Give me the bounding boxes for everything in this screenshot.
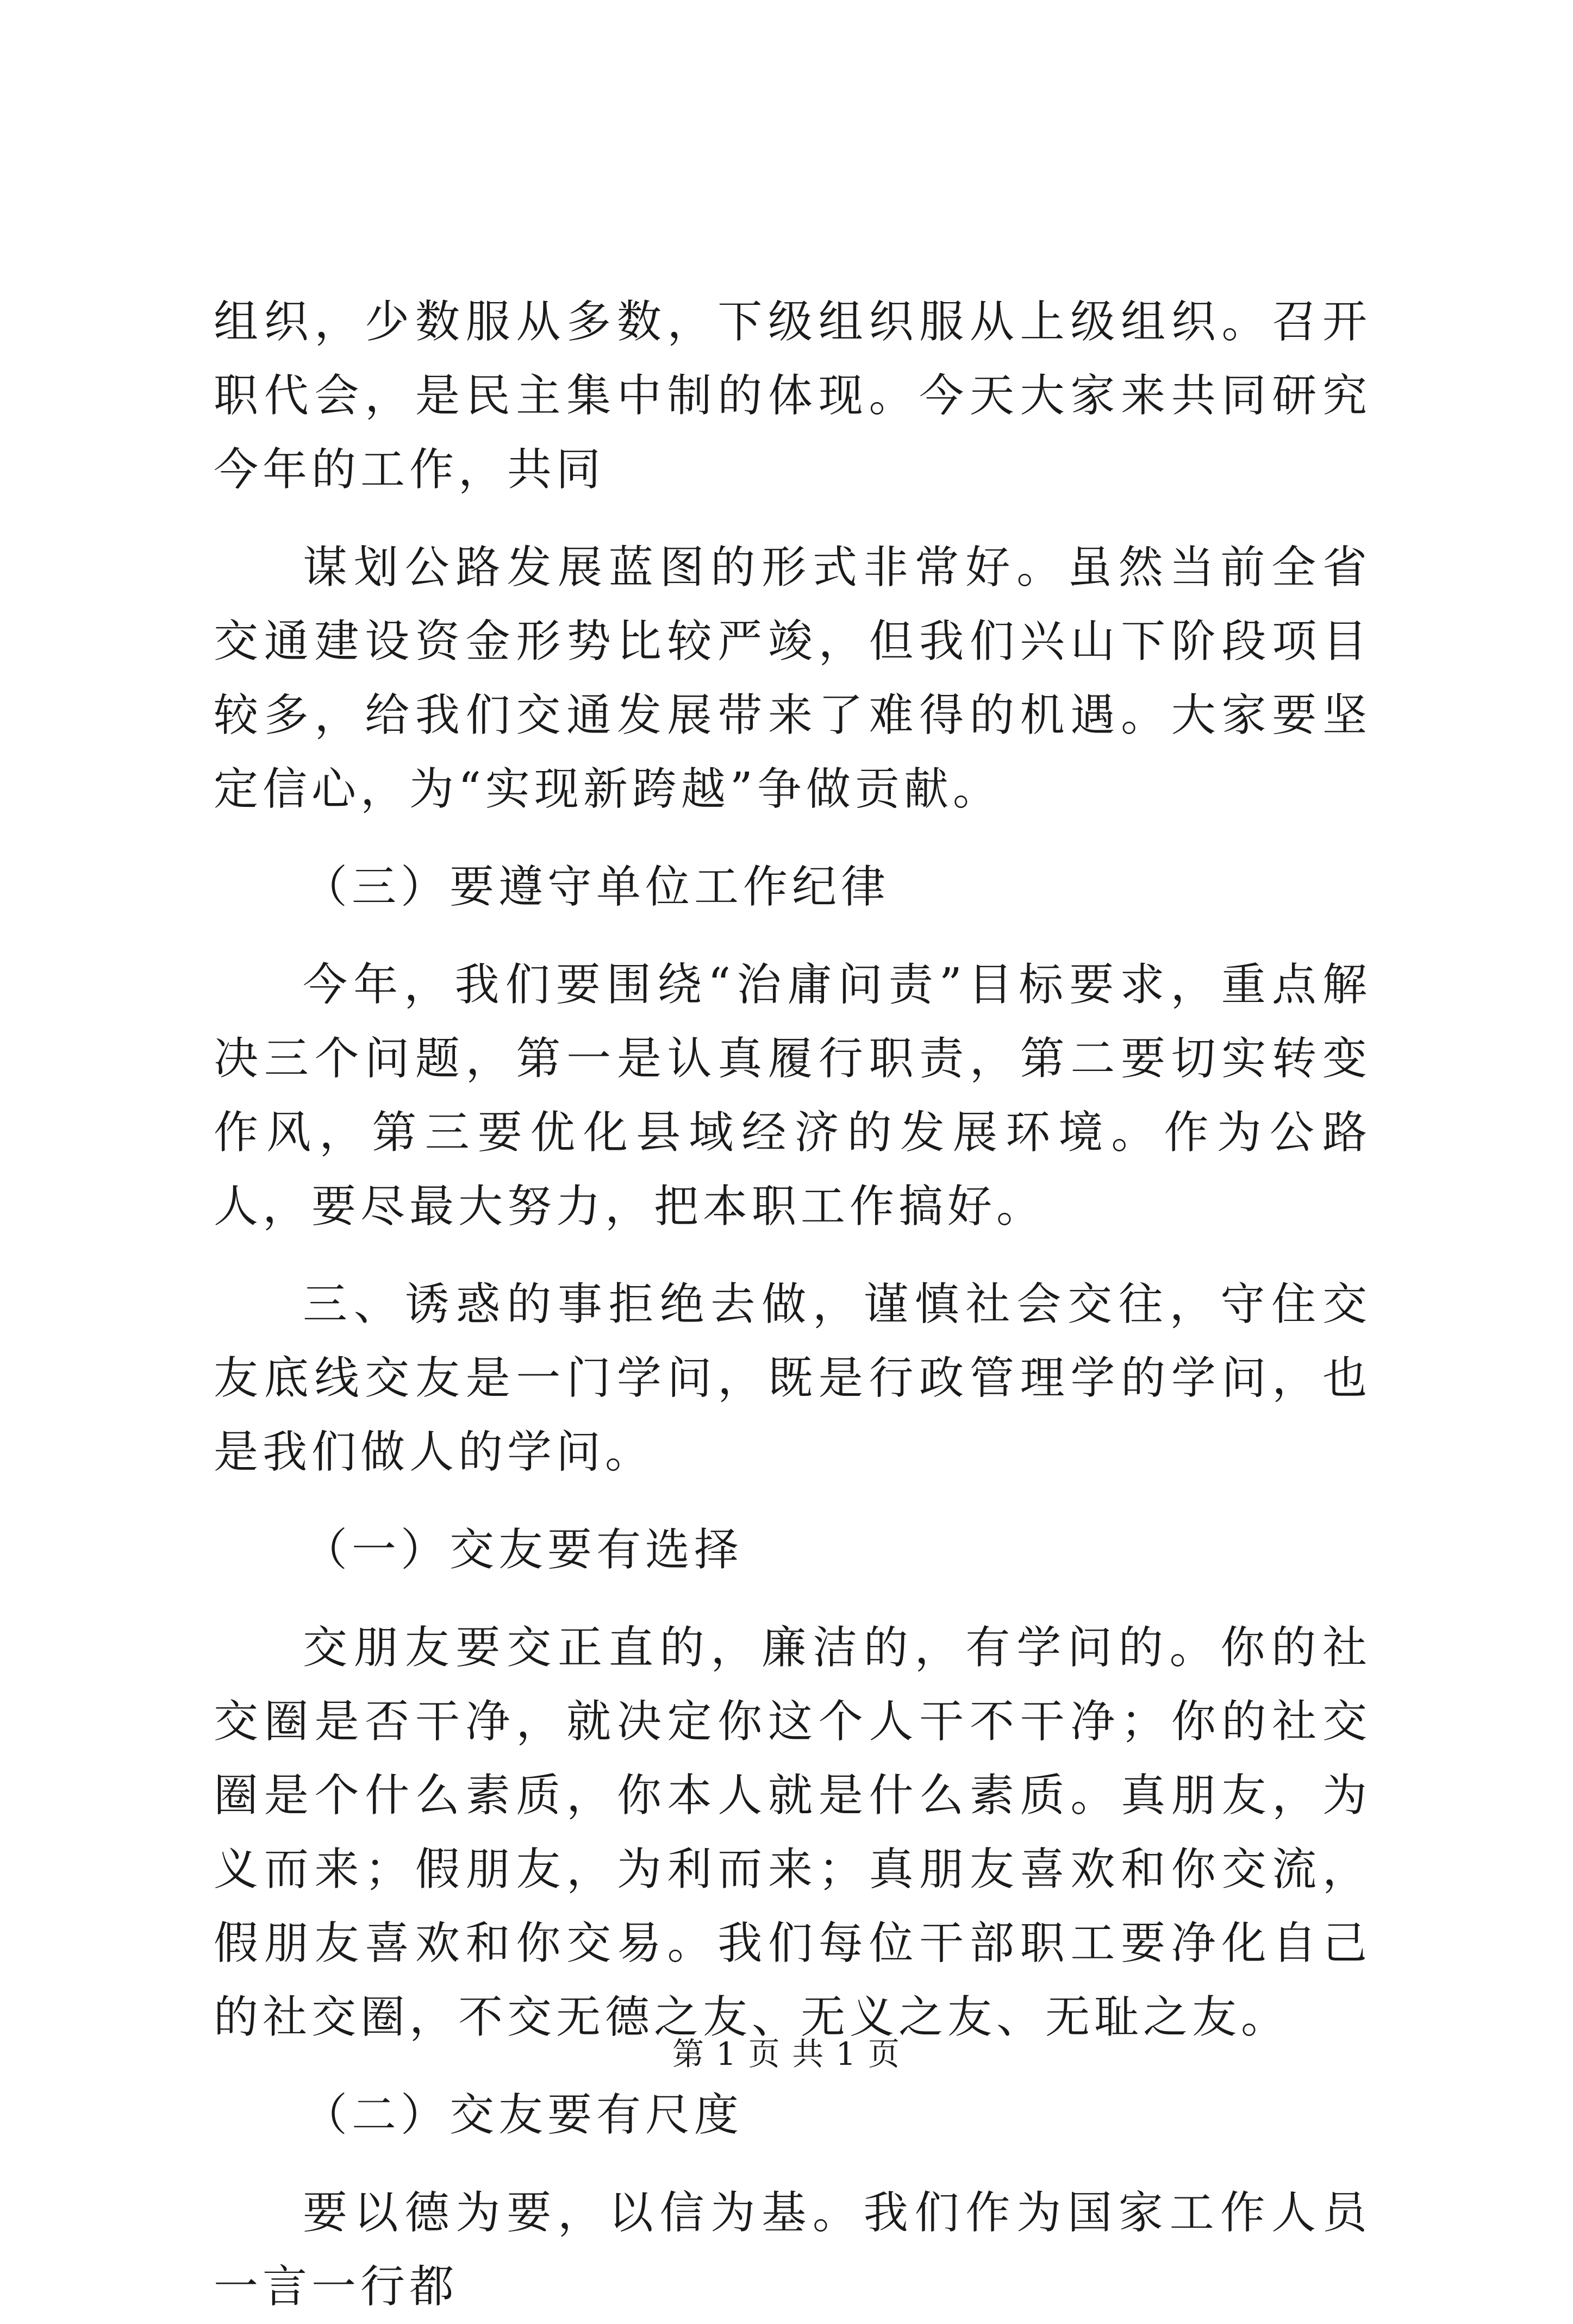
section-heading-3: （三）要遵守单位工作纪律: [303, 861, 890, 913]
section-heading-1: （一）交友要有选择: [303, 1524, 744, 1576]
paragraph-3: 今年，我们要围绕“治庸问责”目标要求，重点解决三个问题，第一是认真履行职责，第二要切实转变作风，第三要优化县域经济的发展环境。作为公路人，要尽最大努力，把本职工作搞好。: [214, 959, 1371, 1232]
paragraph-5: 交朋友要交正直的，廉洁的，有学问的。你的社交圈是否干净，就决定你这个人干不干净；你的社交圈是个什么素质，你本人就是什么素质。真朋友，为义而来；假朋友，为利而来；真朋友喜欢和你交流，假朋友喜欢和你交易。我们每位干部职工要净化自己的社交圈，不交无德之友、无义之友、无耻之友。: [214, 1622, 1371, 2043]
paragraph-4: 三、诱惑的事拒绝去做，谨慎社会交往，守住交友底线交友是一门学问，既是行政管理学的学问，也是我们做人的学问。: [214, 1279, 1371, 1478]
document-body: [214, 285, 1371, 2324]
page-number-label: 第 1 页 共 1 页: [672, 2035, 901, 2072]
page-footer: [0, 2035, 1573, 2073]
paragraph-2: 谋划公路发展蓝图的形式非常好。虽然当前全省交通建设资金形势比较严竣，但我们兴山下阶段项目较多，给我们交通发展带来了难得的机遇。大家要坚定信心，为“实现新跨越”争做贡献。: [214, 542, 1371, 815]
section-heading-2: （二）交友要有尺度: [303, 2089, 744, 2141]
paragraph-1: 组织，少数服从多数，下级组织服从上级组织。召开职代会，是民主集中制的体现。今天大家来共同研究今年的工作，共同: [214, 296, 1371, 496]
paragraph-6: 要以德为要，以信为基。我们作为国家工作人员一言一行都: [214, 2187, 1371, 2313]
